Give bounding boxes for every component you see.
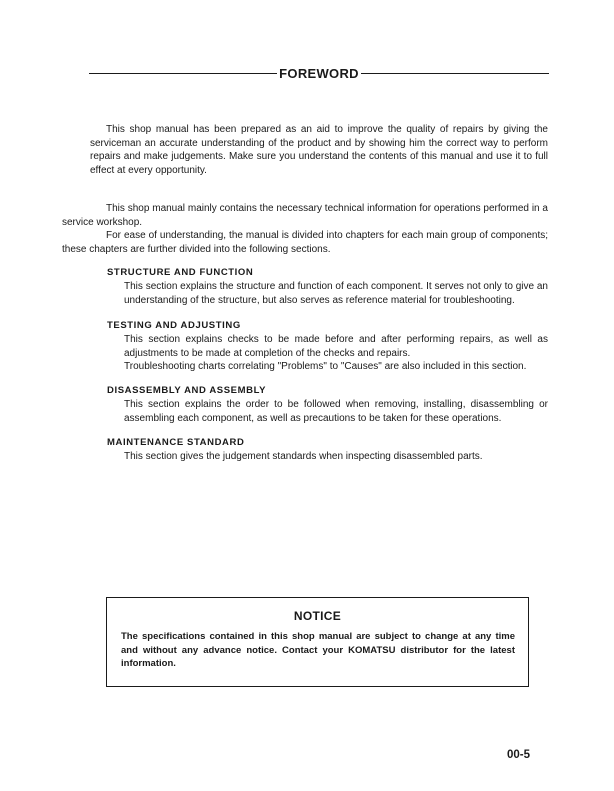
intro-paragraphs-2 (62, 202, 548, 256)
section-text: This section explains the order to be followed when removing, installing, disassembling or assembling each component, as well as precautions to be taken for these operations. (124, 399, 548, 424)
section-structure-and-function (107, 267, 548, 307)
section-text: This section explains checks to be made before and after performing repairs, as well as adjustments to be made at completion of the checks and repairs. (124, 334, 548, 359)
notice-text: The specifications contained in this shop manual are subject to change at any time and without any advance notice. Contact your KOMATSU distributor for the latest information. (121, 631, 515, 669)
section-text: This section gives the judgement standards when inspecting disassembled parts. (124, 451, 483, 462)
section-text-2: Troubleshooting charts correlating "Problems" to "Causes" are also included in this section. (124, 361, 527, 372)
section-heading: DISASSEMBLY AND ASSEMBLY (107, 385, 267, 396)
notice-box (106, 597, 529, 687)
header-rule-left (89, 73, 277, 74)
intro-paragraph-1 (90, 123, 548, 177)
section-maintenance-standard (107, 437, 548, 464)
intro-text-2: This shop manual mainly contains the necessary technical information for operations performed in a service workshop. (62, 203, 548, 228)
section-text: This section explains the structure and function of each component. It serves not only to give an understanding of the structure, but also serves as reference material for troubleshooting. (124, 281, 548, 306)
intro-text-1: This shop manual has been prepared as an aid to improve the quality of repairs by giving the serviceman an accurate understanding of the product and by showing him the correct way to perform repairs and make judgements. Make sure you understand the contents of this manual and use it to full effect at every opportunity. (90, 124, 548, 176)
section-heading: MAINTENANCE STANDARD (107, 437, 245, 448)
page-number: 00-5 (507, 749, 531, 761)
section-disassembly-and-assembly (107, 385, 548, 425)
page-title: FOREWORD (279, 65, 359, 81)
section-heading: STRUCTURE AND FUNCTION (107, 267, 254, 278)
notice-title: NOTICE (293, 609, 342, 623)
section-heading: TESTING AND ADJUSTING (107, 320, 241, 331)
foreword-header (89, 64, 549, 82)
intro-text-3: For ease of understanding, the manual is divided into chapters for each main group of components; these chapters are further divided into the following sections. (62, 230, 548, 255)
section-testing-and-adjusting (107, 320, 548, 374)
header-rule-right (361, 73, 549, 74)
